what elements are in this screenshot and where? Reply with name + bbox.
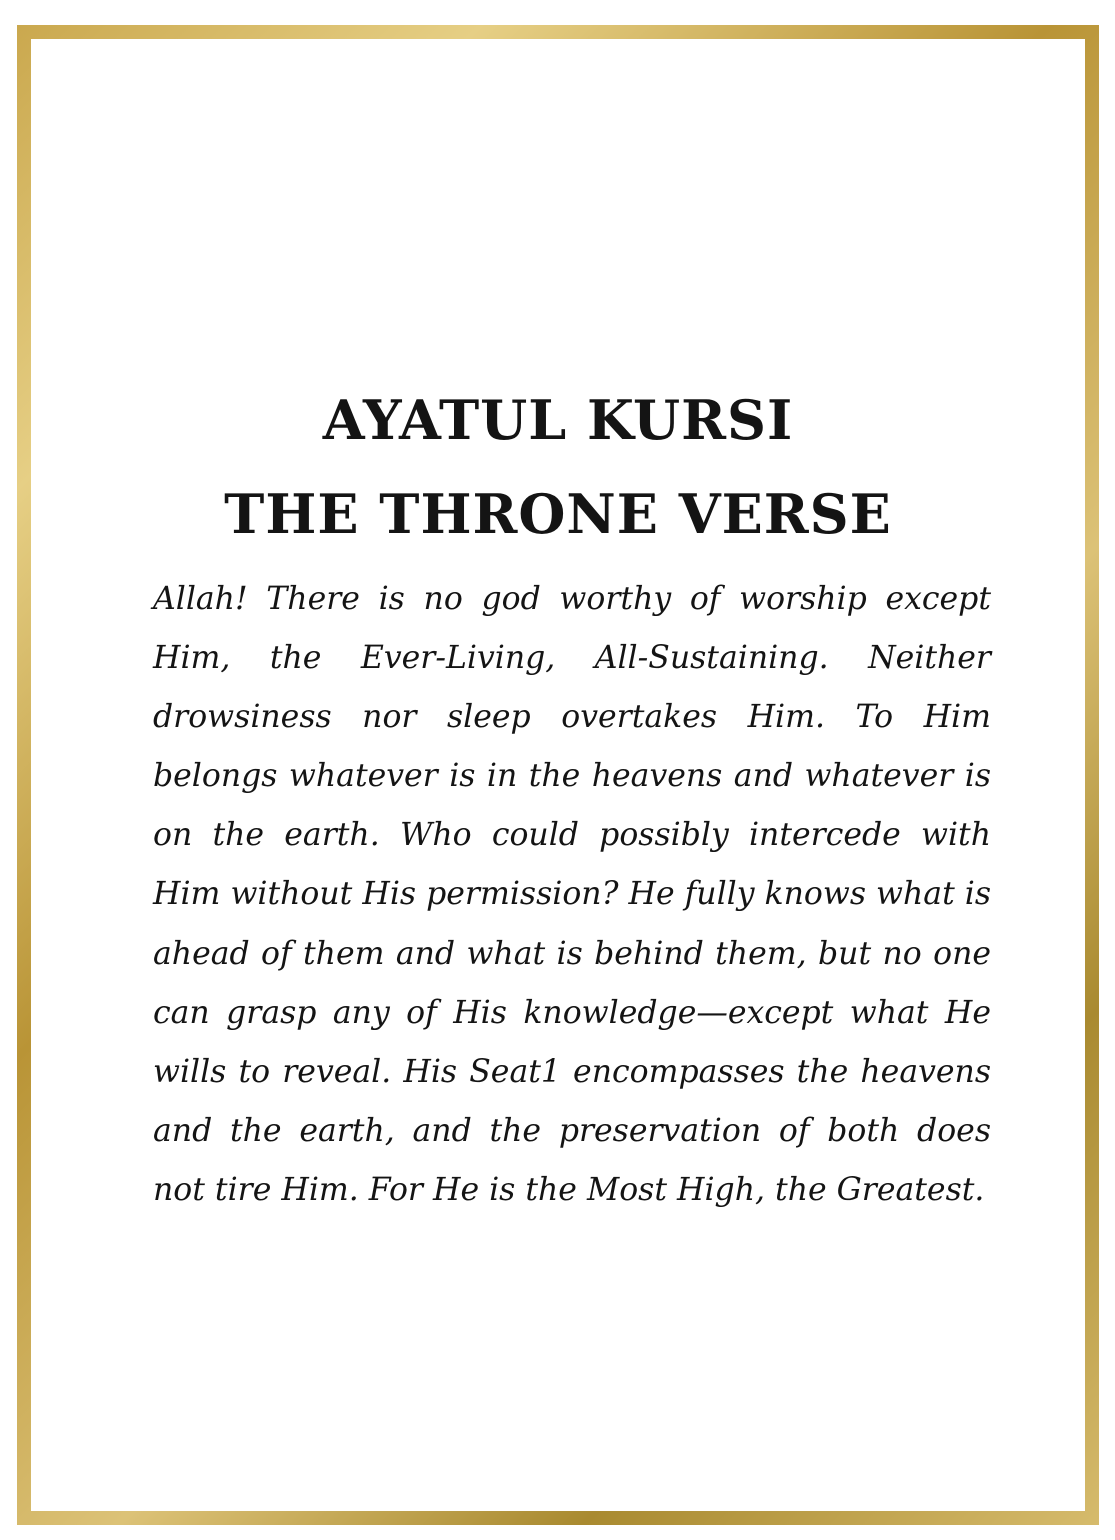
title-line-2: THE THRONE VERSE xyxy=(224,482,892,547)
verse-text: Allah! There is no god worthy of worship except Him, the Ever-Living, All-Sustaining. Neither drowsiness nor sleep overtakes Him. To Him belongs whatever is in the heavens and whatever is on the earth. Who could possibly intercede with Him without His permission? He fully knows what is ahead of them and what is behind them, but no one can grasp any of His knowledge—except what He wills to reveal. His Seat1 encompasses the heavens and the earth, and the preservation of both does not tire Him. For He is the Most High, the Greatest. xyxy=(153,581,991,1208)
title-line-1: AYATUL KURSI xyxy=(322,388,794,453)
verse-card xyxy=(31,39,1085,1511)
page-title xyxy=(31,373,1085,561)
gold-frame xyxy=(17,25,1099,1525)
